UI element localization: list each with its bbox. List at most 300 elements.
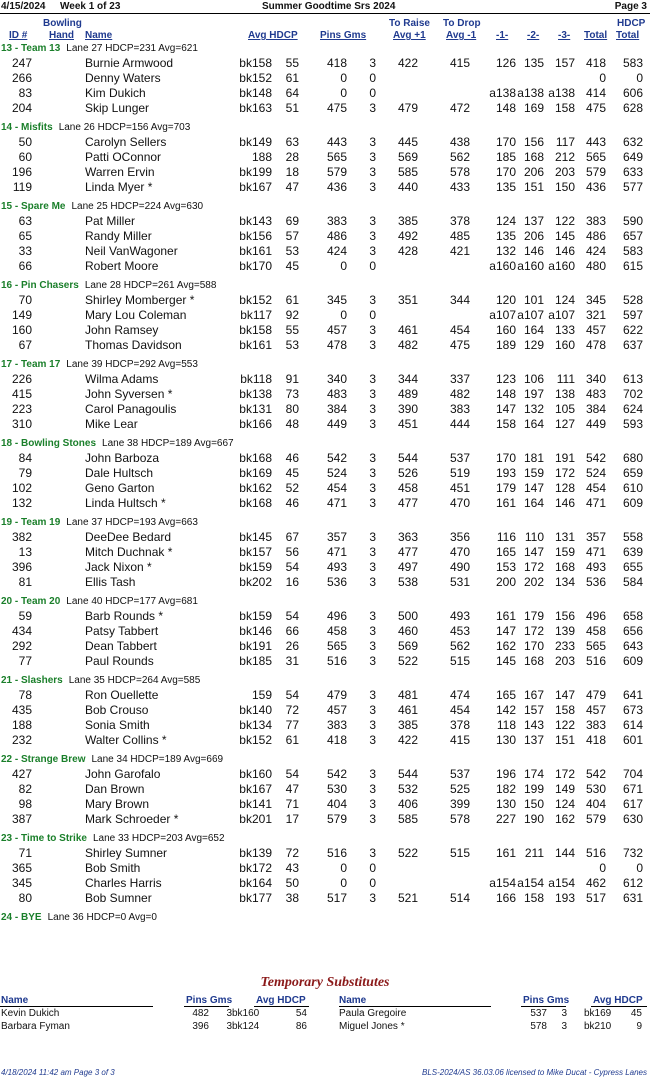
cell-total: 579 — [585, 812, 606, 826]
cell-pins: 516 — [326, 654, 347, 668]
cell-raise: 461 — [397, 703, 418, 717]
cell-pins: 471 — [326, 496, 347, 510]
cell-g1: 135 — [495, 180, 516, 194]
cell-name: Pat Miller — [85, 214, 136, 228]
cell-avg: 159 — [251, 688, 272, 702]
sub-cell-gms: 3 — [226, 1021, 232, 1032]
cell-raise: 458 — [397, 481, 418, 495]
cell-id: 247 — [11, 56, 32, 70]
cell-g1: 193 — [495, 466, 516, 480]
cell-g3: 127 — [554, 417, 575, 431]
cell-g1: 148 — [495, 387, 516, 401]
cell-drop: 454 — [449, 323, 470, 337]
cell-avg: bk163 — [239, 101, 272, 115]
cell-drop: 433 — [449, 180, 470, 194]
sub-cell-hdcp: 86 — [295, 1021, 307, 1032]
cell-htotal: 671 — [622, 782, 643, 796]
cell-id: 292 — [11, 639, 32, 653]
cell-g2: 137 — [523, 733, 544, 747]
col-avg-hdcp: Avg HDCP — [248, 30, 298, 41]
cell-htotal: 643 — [622, 639, 643, 653]
cell-total: 579 — [585, 165, 606, 179]
cell-avg: bk134 — [239, 718, 272, 732]
team-info: Lane 37 HDCP=193 Avg=663 — [66, 517, 198, 528]
bowler-row — [0, 150, 650, 165]
cell-name: Ellis Tash — [85, 575, 136, 589]
cell-g2: 159 — [523, 466, 544, 480]
cell-total: 478 — [585, 338, 606, 352]
cell-g1: 123 — [495, 372, 516, 386]
cell-total: 457 — [585, 323, 606, 337]
cell-pins: 384 — [326, 402, 347, 416]
cell-name: Shirley Momberger * — [85, 293, 195, 307]
team-info: Lane 28 HDCP=261 Avg=588 — [84, 280, 217, 291]
cell-total: 436 — [585, 180, 606, 194]
cell-g2: 132 — [523, 402, 544, 416]
cell-avg: bk160 — [239, 767, 272, 781]
cell-g2: 157 — [523, 703, 544, 717]
cell-drop: 482 — [449, 387, 470, 401]
cell-name: Mary Lou Coleman — [85, 308, 187, 322]
team-info: Lane 27 HDCP=231 Avg=621 — [66, 43, 198, 54]
cell-raise: 544 — [397, 451, 418, 465]
cell-raise: 481 — [397, 688, 418, 702]
cell-htotal: 597 — [622, 308, 643, 322]
cell-id: 365 — [11, 861, 32, 875]
cell-name: Wilma Adams — [85, 372, 159, 386]
team-name: 24 - BYE — [1, 912, 42, 923]
cell-htotal: 657 — [622, 229, 643, 243]
cell-g3: a107 — [548, 308, 575, 322]
cell-name: Randy Miller — [85, 229, 152, 243]
cell-name: Mary Brown — [85, 797, 150, 811]
cell-g2: 202 — [523, 575, 544, 589]
cell-pins: 517 — [326, 891, 347, 905]
cell-id: 77 — [18, 654, 32, 668]
cell-total: 321 — [585, 308, 606, 322]
cell-g2: a160 — [517, 259, 544, 273]
cell-hdcp: 77 — [285, 718, 299, 732]
cell-g1: 179 — [495, 481, 516, 495]
cell-drop: 378 — [449, 718, 470, 732]
cell-hdcp: 54 — [285, 609, 299, 623]
sub-cell-hdcp: 45 — [630, 1008, 642, 1019]
cell-g3: a160 — [548, 259, 575, 273]
col-hdcp: HDCP — [617, 18, 646, 29]
cell-gms: 3 — [369, 782, 376, 796]
bowler-row — [0, 733, 650, 748]
cell-g3: 150 — [554, 180, 575, 194]
cell-avg: bk148 — [239, 86, 272, 100]
cell-hdcp: 50 — [285, 876, 299, 890]
cell-drop: 485 — [449, 229, 470, 243]
cell-name: Linda Myer * — [85, 180, 153, 194]
bowler-row — [0, 609, 650, 624]
cell-g3: a154 — [548, 876, 575, 890]
cell-g3: 122 — [554, 718, 575, 732]
cell-g3: 122 — [554, 214, 575, 228]
cell-id: 102 — [11, 481, 32, 495]
cell-total: 565 — [585, 150, 606, 164]
top-divider — [0, 13, 650, 14]
cell-gms: 3 — [369, 891, 376, 905]
cell-drop: 453 — [449, 624, 470, 638]
bowler-row — [0, 214, 650, 229]
cell-id: 160 — [11, 323, 32, 337]
cell-g2: 172 — [523, 624, 544, 638]
cell-htotal: 658 — [622, 609, 643, 623]
cell-drop: 415 — [449, 733, 470, 747]
cell-id: 13 — [18, 545, 32, 559]
cell-id: 66 — [18, 259, 32, 273]
cell-pins: 0 — [340, 71, 347, 85]
cell-avg: bk157 — [239, 545, 272, 559]
cell-gms: 3 — [369, 372, 376, 386]
cell-g1: 162 — [495, 639, 516, 653]
cell-raise: 344 — [397, 372, 418, 386]
cell-g1: 120 — [495, 293, 516, 307]
cell-g3: 111 — [556, 372, 575, 386]
cell-name: Barb Rounds * — [85, 609, 164, 623]
cell-htotal: 528 — [622, 293, 643, 307]
team-name: 19 - Team 19 — [1, 517, 61, 528]
cell-hdcp: 38 — [285, 891, 299, 905]
sub-cell-hdcp: 9 — [636, 1021, 642, 1032]
cell-total: 486 — [585, 229, 606, 243]
col-total: Total — [584, 30, 608, 41]
cell-gms: 3 — [369, 101, 376, 115]
team-name: 20 - Team 20 — [1, 596, 61, 607]
cell-gms: 3 — [369, 609, 376, 623]
cell-pins: 454 — [326, 481, 347, 495]
cell-name: John Barboza — [85, 451, 160, 465]
cell-id: 80 — [18, 891, 32, 905]
cell-id: 67 — [18, 338, 32, 352]
cell-gms: 3 — [369, 135, 376, 149]
cell-drop: 470 — [449, 496, 470, 510]
cell-avg: bk139 — [239, 846, 272, 860]
cell-gms: 3 — [369, 545, 376, 559]
cell-htotal: 584 — [622, 575, 643, 589]
cell-htotal: 606 — [622, 86, 643, 100]
col-pins-gms: Pins Gms — [320, 30, 367, 41]
cell-pins: 516 — [326, 846, 347, 860]
cell-pins: 496 — [326, 609, 347, 623]
bowler-row — [0, 654, 650, 669]
cell-id: 435 — [11, 703, 32, 717]
cell-htotal: 649 — [622, 150, 643, 164]
bowler-row — [0, 575, 650, 590]
cell-avg: bk169 — [239, 466, 272, 480]
cell-g2: 143 — [523, 718, 544, 732]
cell-drop: 451 — [449, 481, 470, 495]
cell-name: Warren Ervin — [85, 165, 155, 179]
cell-g3: 162 — [554, 812, 575, 826]
sub-cell-gms: 3 — [561, 1008, 567, 1019]
footer-right: BLS-2024/AS 36.03.06 licensed to Mike Ducat - Cypress Lanes — [421, 1068, 647, 1077]
cell-avg: bk146 — [239, 624, 272, 638]
cell-raise: 526 — [397, 466, 418, 480]
cell-hdcp: 73 — [285, 387, 299, 401]
cell-raise: 363 — [397, 530, 418, 544]
cell-raise: 482 — [397, 338, 418, 352]
cell-avg: bk172 — [239, 861, 272, 875]
bowler-row — [0, 481, 650, 496]
cell-g3: 117 — [555, 135, 575, 149]
cell-g3: 172 — [554, 466, 575, 480]
cell-id: 132 — [11, 496, 32, 510]
sub-cell-pins: 396 — [192, 1021, 209, 1032]
cell-pins: 0 — [340, 259, 347, 273]
sub-cell-name: Kevin Dukich — [1, 1008, 60, 1019]
col-to-raise: To Raise — [389, 18, 430, 29]
cell-name: Neil VanWagoner — [85, 244, 178, 258]
cell-total: 458 — [585, 624, 606, 638]
cell-g2: 174 — [523, 767, 544, 781]
cell-htotal: 631 — [622, 891, 643, 905]
cell-id: 232 — [11, 733, 32, 747]
cell-drop: 475 — [449, 338, 470, 352]
cell-id: 60 — [18, 150, 32, 164]
report-week: Week 1 of 23 — [60, 1, 121, 12]
cell-name: DeeDee Bedard — [85, 530, 172, 544]
cell-pins: 383 — [326, 718, 347, 732]
cell-id: 266 — [11, 71, 32, 85]
cell-hdcp: 45 — [285, 466, 299, 480]
cell-htotal: 593 — [622, 417, 643, 431]
cell-avg: bk117 — [240, 308, 272, 322]
cell-raise: 390 — [397, 402, 418, 416]
bowler-row — [0, 466, 650, 481]
cell-drop: 415 — [449, 56, 470, 70]
cell-hdcp: 16 — [285, 575, 299, 589]
cell-hdcp: 61 — [285, 733, 299, 747]
cell-g2: 164 — [523, 323, 544, 337]
cell-avg: bk161 — [239, 244, 272, 258]
cell-id: 63 — [18, 214, 32, 228]
cell-gms: 3 — [369, 797, 376, 811]
cell-name: Carol Panagoulis — [85, 402, 177, 416]
cell-raise: 451 — [397, 417, 418, 431]
cell-raise: 538 — [397, 575, 418, 589]
cell-g1: 148 — [495, 101, 516, 115]
cell-g3: 134 — [554, 575, 575, 589]
bowler-row — [0, 338, 650, 353]
cell-raise: 445 — [397, 135, 418, 149]
team-info: Lane 33 HDCP=203 Avg=652 — [92, 833, 225, 844]
report-date: 4/15/2024 — [1, 1, 46, 12]
cell-htotal: 0 — [636, 861, 643, 875]
cell-id: 33 — [18, 244, 32, 258]
cell-hdcp: 47 — [285, 180, 299, 194]
team-header — [1, 754, 223, 765]
cell-htotal: 673 — [622, 703, 643, 717]
cell-hdcp: 55 — [285, 56, 299, 70]
team-name: 22 - Strange Brew — [1, 754, 86, 765]
cell-g3: 146 — [554, 496, 575, 510]
cell-drop: 537 — [449, 767, 470, 781]
cell-drop: 531 — [449, 575, 470, 589]
cell-hdcp: 67 — [285, 530, 299, 544]
team-header — [1, 596, 198, 607]
cell-g1: 124 — [495, 214, 516, 228]
team-name: 18 - Bowling Stones — [1, 438, 97, 449]
cell-raise: 385 — [397, 718, 418, 732]
cell-g1: 170 — [495, 451, 516, 465]
cell-gms: 3 — [369, 718, 376, 732]
cell-total: 530 — [585, 782, 606, 796]
cell-name: Dean Tabbert — [85, 639, 157, 653]
cell-g3: 147 — [554, 688, 575, 702]
cell-gms: 3 — [369, 229, 376, 243]
cell-pins: 471 — [326, 545, 347, 559]
cell-g3: 105 — [554, 402, 575, 416]
cell-drop: 444 — [449, 417, 470, 431]
cell-drop: 399 — [449, 797, 470, 811]
cell-hdcp: 61 — [285, 293, 299, 307]
cell-drop: 378 — [449, 214, 470, 228]
cell-gms: 3 — [369, 180, 376, 194]
col-name: Name — [85, 30, 113, 41]
cell-avg: bk152 — [239, 733, 272, 747]
cell-gms: 3 — [369, 639, 376, 653]
cell-raise: 569 — [397, 150, 418, 164]
cell-raise: 585 — [397, 165, 418, 179]
cell-g2: 206 — [523, 229, 544, 243]
cell-gms: 3 — [369, 654, 376, 668]
cell-name: Mitch Duchnak * — [85, 545, 173, 559]
cell-g1: 147 — [495, 624, 516, 638]
cell-htotal: 632 — [622, 135, 643, 149]
cell-htotal: 659 — [622, 466, 643, 480]
bowler-row — [0, 293, 650, 308]
sub-cell-avg: bk160 — [232, 1008, 260, 1019]
cell-avg: bk191 — [239, 639, 272, 653]
col-to-drop: To Drop — [443, 18, 481, 29]
cell-g2: 150 — [523, 797, 544, 811]
cell-raise: 522 — [397, 654, 418, 668]
cell-g2: 164 — [523, 417, 544, 431]
cell-g2: 170 — [523, 639, 544, 653]
cell-g1: 200 — [495, 575, 516, 589]
cell-raise: 492 — [397, 229, 418, 243]
subs-title: Temporary Substitutes — [260, 975, 390, 990]
cell-htotal: 610 — [622, 481, 643, 495]
cell-name: Skip Lunger — [85, 101, 150, 115]
team-header — [1, 122, 190, 133]
sub-cell-pins: 578 — [530, 1021, 547, 1032]
cell-avg: bk167 — [239, 782, 272, 796]
bowler-row — [0, 323, 650, 338]
cell-id: 82 — [18, 782, 32, 796]
cell-raise: 461 — [397, 323, 418, 337]
cell-total: 471 — [585, 545, 606, 559]
cell-g3: 139 — [554, 624, 575, 638]
cell-drop: 562 — [449, 150, 470, 164]
cell-raise: 477 — [397, 496, 418, 510]
cell-raise: 532 — [397, 782, 418, 796]
cell-avg: bk143 — [239, 214, 272, 228]
cell-id: 119 — [12, 180, 32, 194]
cell-raise: 569 — [397, 639, 418, 653]
cell-pins: 0 — [340, 861, 347, 875]
cell-g2: 101 — [523, 293, 544, 307]
cell-g3: 133 — [554, 323, 575, 337]
cell-htotal: 639 — [622, 545, 643, 559]
cell-g3: 138 — [554, 387, 575, 401]
footer-left: 4/18/2024 11:42 am Page 3 of 3 — [1, 1068, 115, 1077]
cell-drop: 421 — [449, 244, 470, 258]
cell-drop: 562 — [449, 639, 470, 653]
cell-g3: 158 — [554, 101, 575, 115]
cell-g1: 185 — [495, 150, 516, 164]
cell-total: 517 — [585, 891, 606, 905]
cell-pins: 458 — [326, 624, 347, 638]
cell-avg: bk159 — [239, 560, 272, 574]
cell-hdcp: 26 — [285, 639, 299, 653]
cell-total: 0 — [599, 861, 606, 875]
bowler-row — [0, 891, 650, 906]
cell-pins: 0 — [340, 86, 347, 100]
cell-g2: 147 — [523, 481, 544, 495]
cell-htotal: 641 — [622, 688, 643, 702]
cell-htotal: 655 — [622, 560, 643, 574]
bowler-row — [0, 165, 650, 180]
cell-name: Bob Sumner — [85, 891, 152, 905]
cell-g1: 166 — [495, 891, 516, 905]
cell-avg: bk159 — [239, 609, 272, 623]
cell-pins: 479 — [326, 688, 347, 702]
cell-name: Dale Hultsch — [85, 466, 154, 480]
cell-htotal: 628 — [622, 101, 643, 115]
cell-raise: 544 — [397, 767, 418, 781]
cell-hdcp: 46 — [285, 451, 299, 465]
cell-pins: 536 — [326, 575, 347, 589]
cell-id: 427 — [11, 767, 32, 781]
cell-g2: 181 — [523, 451, 544, 465]
cell-raise: 440 — [397, 180, 418, 194]
cell-pins: 340 — [326, 372, 347, 386]
cell-name: Mike Lear — [85, 417, 138, 431]
cell-total: 345 — [585, 293, 606, 307]
cell-g2: 129 — [523, 338, 544, 352]
cell-name: Charles Harris — [85, 876, 162, 890]
cell-avg: bk138 — [239, 387, 272, 401]
cell-htotal: 613 — [622, 372, 643, 386]
cell-avg: bk145 — [239, 530, 272, 544]
cell-g2: 146 — [523, 244, 544, 258]
cell-avg: bk170 — [239, 259, 272, 273]
team-name: 13 - Team 13 — [1, 43, 61, 54]
team-name: 17 - Team 17 — [1, 359, 61, 370]
cell-id: 382 — [11, 530, 32, 544]
cell-avg: bk201 — [239, 812, 272, 826]
cell-g1: 130 — [495, 733, 516, 747]
subs-col-name-left: Name — [1, 995, 29, 1006]
cell-id: 83 — [18, 86, 32, 100]
cell-pins: 449 — [326, 417, 347, 431]
cell-name: Sonia Smith — [85, 718, 150, 732]
cell-g2: 168 — [523, 150, 544, 164]
cell-id: 396 — [11, 560, 32, 574]
cell-g1: 161 — [495, 496, 516, 510]
cell-total: 542 — [585, 767, 606, 781]
team-info: Lane 34 HDCP=189 Avg=669 — [91, 754, 224, 765]
bowler-row — [0, 688, 650, 703]
cell-total: 516 — [585, 846, 606, 860]
cell-name: Dan Brown — [85, 782, 145, 796]
cell-g1: 145 — [495, 654, 516, 668]
